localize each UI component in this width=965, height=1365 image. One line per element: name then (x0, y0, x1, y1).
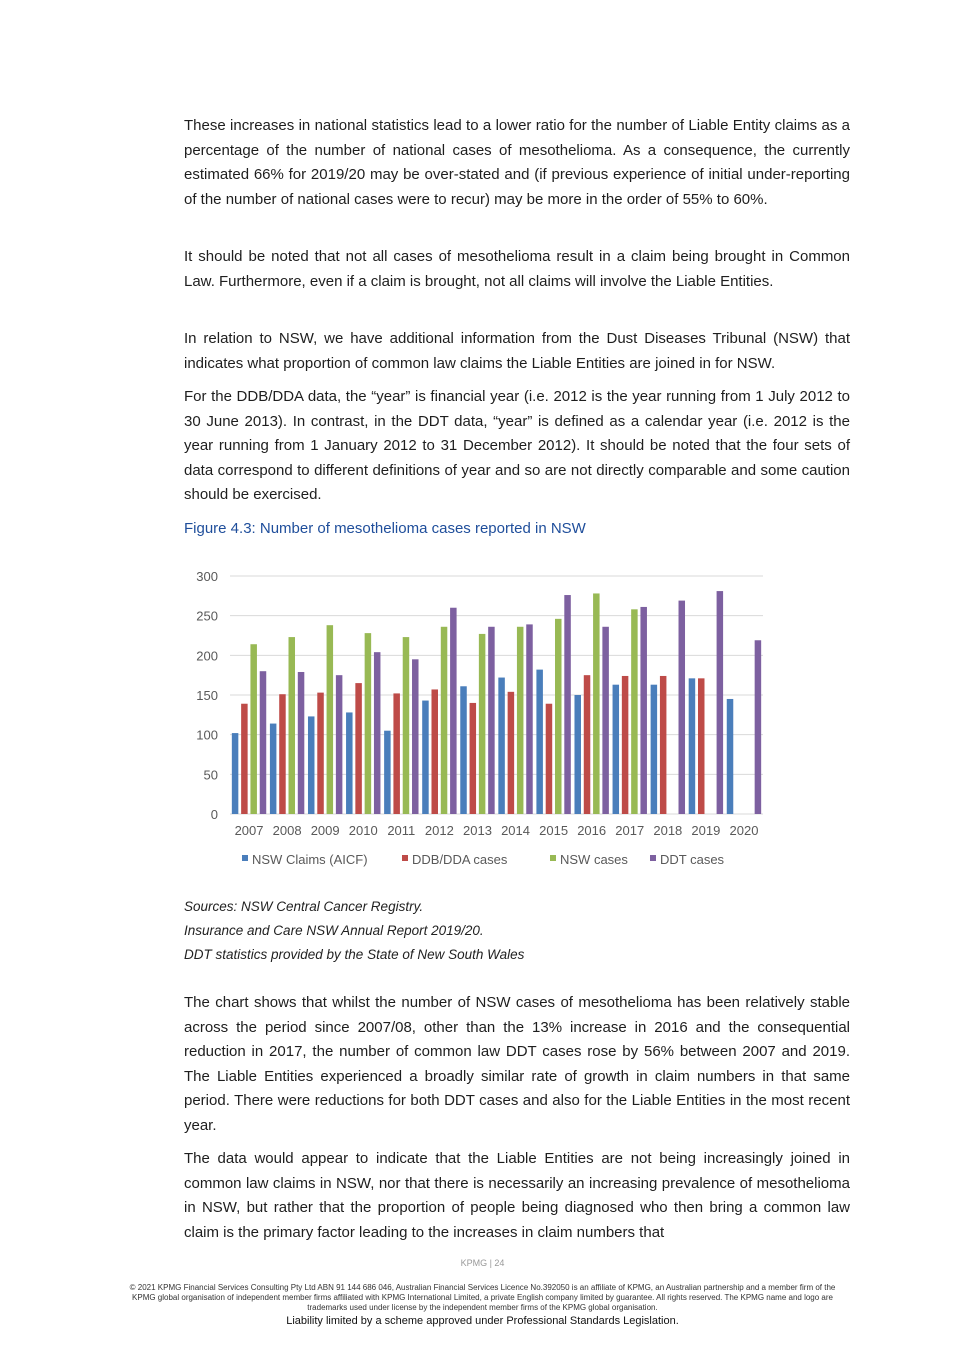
bar (384, 731, 391, 814)
bar (412, 659, 419, 814)
bar (441, 627, 448, 814)
bar (241, 704, 248, 814)
x-tick-label: 2011 (387, 823, 416, 838)
bar (640, 607, 647, 814)
bar (679, 601, 686, 814)
chart-canvas (190, 562, 780, 882)
x-tick-label: 2009 (310, 823, 340, 838)
bar (470, 703, 477, 814)
legend-label: DDT cases (660, 852, 725, 867)
paragraph-3: In relation to NSW, we have additional information from the Dust Diseases Tribunal (NSW) that indicates what proportion of common law claims the Liable Entities are joined in for NSW. (184, 330, 850, 372)
bar (431, 689, 438, 814)
x-tick-label: 2010 (348, 823, 378, 838)
bar (298, 672, 305, 814)
bar (488, 627, 495, 814)
y-tick-label: 150 (196, 688, 218, 703)
bar (574, 695, 581, 814)
bar (403, 637, 410, 814)
bar (593, 593, 600, 814)
bar (631, 609, 638, 814)
bar (689, 678, 696, 814)
y-tick-label: 250 (196, 608, 218, 624)
x-tick-label: 2012 (424, 823, 454, 838)
y-tick-label: 100 (196, 727, 218, 743)
bar (555, 619, 562, 814)
copyright-footer: © 2021 KPMG Financial Services Consulting Pty Ltd ABN 91 144 686 046, Australian Financial Services Licence No.392050 is an affiliate of KPMG, an Australian partnership and a member firm of the KPMG global organisation of independent member firms affiliated with KPMG International Limited, a private English company limited by guarantee. All rights reserved. The KPMG name and logo are trademarks used under license by the independent member firms of the KPMG global organisation. (129, 1283, 836, 1312)
bar (602, 627, 609, 814)
x-tick-label: 2015 (539, 823, 569, 838)
bar (317, 693, 324, 814)
sources-block (184, 895, 850, 967)
y-tick-label: 0 (210, 807, 218, 822)
bar (279, 694, 286, 814)
bar (526, 624, 533, 814)
paragraph-4: For the DDB/DDA data, the “year” is financial year (i.e. 2012 is the year running from 1 July 2012 to 30 June 2013). In contrast, in the DDT data, “year” is defined as a calendar year (i.e. 2012 is the year running from 1 January 2012 to 31 December 2012). It should be noted that the four sets of data correspond to different definitions of year and so are not directly comparable and some caution should be exercised. (184, 388, 850, 503)
y-tick-label: 300 (196, 569, 218, 584)
liability-notice: Liability limited by a scheme approved under Professional Standards Legislation. (286, 1315, 679, 1327)
x-tick-label: 2013 (463, 823, 492, 838)
bar-chart (190, 562, 780, 882)
bar (289, 637, 296, 814)
bar (346, 712, 353, 814)
bar (536, 670, 543, 814)
legend-swatch (550, 855, 556, 861)
bar (622, 676, 629, 814)
legend-swatch (402, 855, 408, 861)
bar (365, 633, 372, 814)
x-tick-label: 2019 (691, 823, 721, 838)
bar (755, 640, 762, 814)
bar (517, 627, 524, 814)
legend-swatch (242, 855, 248, 861)
bar (232, 733, 239, 814)
bar (660, 676, 667, 814)
bar (584, 675, 591, 814)
bar (327, 625, 334, 814)
bar (727, 699, 734, 814)
x-tick-label: 2008 (272, 823, 302, 838)
paragraph-6: The data would appear to indicate that the Liable Entities are not being increasingly joined in common law claims in NSW, nor that there is necessarily an increasing prevalence of mesothelioma in NSW, but rather that the proportion of people being diagnosed who then bring a common law claim is the primary factor leading to the increases in claim numbers that (184, 1150, 850, 1241)
bar (479, 634, 486, 814)
bar (651, 685, 658, 814)
bar (460, 686, 467, 814)
x-tick-label: 2007 (234, 823, 264, 838)
legend-label: NSW cases (560, 852, 628, 867)
bar (422, 701, 429, 814)
source-line: Insurance and Care NSW Annual Report 2019/20. (184, 923, 484, 938)
figure-title: Figure 4.3: Number of mesothelioma cases reported in NSW (184, 520, 586, 537)
bar (613, 685, 620, 814)
paragraph-1: These increases in national statistics lead to a lower ratio for the number of Liable Entity claims as a percentage of the number of national cases of mesothelioma. As a consequence, the currently estimated 66% for 2019/20 may be over-stated and (if previous experience of initial under-reporting of the number of national cases were to recur) may be more in the order of 55% to 60%. (184, 117, 850, 208)
bar (355, 683, 362, 814)
bar (308, 716, 315, 814)
bar (374, 652, 381, 814)
bar (260, 671, 267, 814)
x-tick-label: 2016 (577, 823, 607, 838)
paragraph-5: The chart shows that whilst the number of NSW cases of mesothelioma has been relatively stable across the period since 2007/08, other than the 13% increase in 2016 and the consequential reduction in 2017, the number of common law DDT cases rose by 56% between 2007 and 2019. The Liable Entities experienced a broadly similar rate of growth in claim numbers in that same period. There were reductions for both DDT cases and also for the Liable Entities in the most recent year. (184, 994, 850, 1134)
x-tick-label: 2017 (615, 823, 645, 838)
bar (564, 595, 571, 814)
bar (698, 678, 705, 814)
x-tick-label: 2020 (729, 823, 759, 838)
legend-swatch (650, 855, 656, 861)
bar (498, 678, 505, 814)
bar (546, 704, 553, 814)
bar (508, 692, 515, 814)
y-tick-label: 50 (203, 767, 218, 783)
legend-label: NSW Claims (AICF) (252, 852, 368, 867)
page-number: KPMG | 24 (460, 1258, 505, 1268)
legend-label: DDB/DDA cases (412, 852, 508, 867)
bar (250, 644, 257, 814)
source-line: Sources: NSW Central Cancer Registry. (184, 899, 424, 914)
bar (717, 591, 724, 814)
y-tick-label: 200 (196, 648, 218, 664)
bar (450, 608, 457, 814)
bar (336, 675, 343, 814)
bar (270, 724, 277, 814)
x-tick-label: 2014 (501, 823, 530, 838)
paragraph-2: It should be noted that not all cases of mesothelioma result in a claim being brought in Common Law. Furthermore, even if a claim is brought, not all claims will involve the Liable Entities. (184, 248, 850, 290)
x-tick-label: 2018 (653, 823, 683, 838)
bar (393, 693, 400, 814)
source-line: DDT statistics provided by the State of New South Wales (184, 947, 525, 962)
